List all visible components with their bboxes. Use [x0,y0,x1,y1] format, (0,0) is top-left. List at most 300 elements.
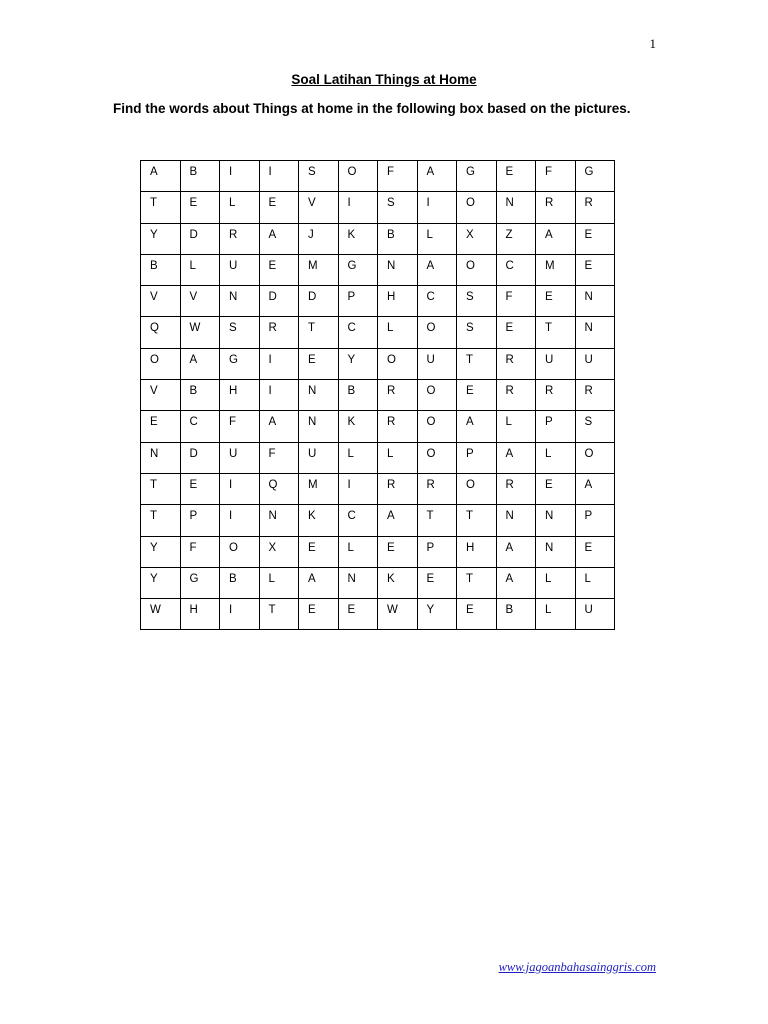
grid-letter: S [466,291,474,304]
grid-letter: H [466,541,475,554]
grid-cell[interactable] [575,411,615,442]
grid-cell[interactable] [378,192,418,223]
grid-cell[interactable] [536,567,576,598]
grid-letter: C [426,291,435,304]
grid-cell[interactable] [378,380,418,411]
grid-cell[interactable] [299,536,339,567]
grid-row [141,161,615,192]
grid-letter: H [387,291,396,304]
grid-cell[interactable] [536,286,576,317]
page-number: 1 [649,36,656,51]
grid-letter: V [308,197,316,210]
grid-cell[interactable] [378,505,418,536]
grid-letter: A [545,228,553,241]
grid-cell[interactable] [338,567,378,598]
grid-cell[interactable] [338,254,378,285]
grid-cell[interactable] [180,599,220,630]
grid-cell[interactable] [299,505,339,536]
grid-row [141,505,615,536]
grid-letter: A [466,416,474,429]
grid-letter: R [387,416,396,429]
grid-cell[interactable] [496,192,536,223]
grid-cell[interactable] [220,442,260,473]
grid-letter: S [466,322,474,335]
grid-letter: R [426,478,435,491]
grid-letter: B [189,166,198,178]
grid-cell[interactable] [496,567,536,598]
instructions-text: Find the words about Things at home in the following box based on the pictures. [113,101,631,116]
grid-cell[interactable] [417,505,457,536]
grid-cell[interactable] [338,536,378,567]
grid-cell[interactable] [220,536,260,567]
grid-letter: M [308,259,318,272]
grid-cell[interactable] [180,411,220,442]
grid-cell[interactable] [417,161,457,192]
website-link[interactable]: www.jagoanbahasainggris.com [498,960,656,974]
grid-cell[interactable] [259,567,299,598]
grid-cell[interactable] [299,567,339,598]
grid-cell[interactable] [575,567,615,598]
grid-cell[interactable] [299,411,339,442]
grid-letter: S [308,166,316,178]
grid-letter: E [466,385,474,398]
grid-cell[interactable] [180,192,220,223]
grid-cell[interactable] [457,254,497,285]
grid-letter: P [466,447,474,460]
grid-letter: T [426,510,434,523]
grid-cell[interactable] [457,286,497,317]
grid-cell[interactable] [575,442,615,473]
grid-cell[interactable] [259,442,299,473]
grid-cell[interactable] [536,161,576,192]
grid-letter: T [466,510,474,523]
grid-letter: T [308,322,316,335]
grid-cell[interactable] [378,161,418,192]
grid-cell[interactable] [496,161,536,192]
grid-cell[interactable] [338,473,378,504]
grid-cell[interactable] [575,536,615,567]
grid-letter: B [150,259,158,272]
grid-cell[interactable] [338,192,378,223]
grid-letter: A [308,572,316,585]
grid-cell[interactable] [575,286,615,317]
grid-cell[interactable] [496,348,536,379]
grid-letter: E [189,197,198,210]
grid-cell[interactable] [496,599,536,630]
grid-cell[interactable] [378,317,418,348]
grid-letter: C [347,510,356,523]
grid-cell[interactable] [457,192,497,223]
grid-cell[interactable] [457,473,497,504]
grid-row [141,317,615,348]
grid-cell[interactable] [141,411,181,442]
grid-letter: L [347,541,354,554]
grid-letter: D [268,291,277,304]
grid-cell[interactable] [575,317,615,348]
grid-letter: T [150,197,158,210]
grid-letter: A [505,447,514,460]
grid-letter: B [347,385,356,398]
grid-cell[interactable] [180,505,220,536]
grid-letter: T [150,510,158,523]
grid-cell[interactable] [299,442,339,473]
grid-letter: N [268,510,277,523]
grid-cell[interactable] [417,536,457,567]
grid-cell[interactable] [259,473,299,504]
grid-row [141,348,615,379]
grid-letter: E [189,478,198,491]
grid-cell[interactable] [575,348,615,379]
grid-letter: O [229,541,238,554]
grid-letter: A [584,478,593,491]
word-search-grid [140,160,615,630]
grid-letter: P [584,510,593,523]
grid-cell[interactable] [575,223,615,254]
grid-letter: U [229,259,238,272]
grid-cell[interactable] [259,286,299,317]
grid-letter: G [584,166,594,178]
grid-letter: R [505,353,514,366]
grid-cell[interactable] [259,505,299,536]
grid-cell[interactable] [417,442,457,473]
grid-cell[interactable] [496,505,536,536]
grid-cell[interactable] [259,411,299,442]
grid-cell[interactable] [180,348,220,379]
grid-cell[interactable] [378,254,418,285]
grid-letter: D [308,291,317,304]
grid-cell[interactable] [417,317,457,348]
grid-letter: P [426,541,435,554]
grid-cell[interactable] [536,505,576,536]
grid-cell[interactable] [259,254,299,285]
grid-cell[interactable] [378,411,418,442]
grid-cell[interactable] [141,536,181,567]
grid-letter: O [584,447,594,460]
grid-cell[interactable] [141,599,181,630]
grid-letter: E [584,228,593,241]
grid-cell[interactable] [141,286,181,317]
grid-cell[interactable] [417,473,457,504]
grid-cell[interactable] [180,223,220,254]
grid-cell[interactable] [575,192,615,223]
grid-letter: W [150,604,161,617]
grid-cell[interactable] [180,286,220,317]
grid-letter: U [308,447,317,460]
grid-letter: R [505,385,514,398]
grid-cell[interactable] [259,599,299,630]
grid-letter: T [150,478,158,491]
grid-cell[interactable] [338,161,378,192]
grid-letter: T [466,353,474,366]
grid-letter: Q [268,478,278,491]
grid-cell[interactable] [536,411,576,442]
grid-cell[interactable] [141,254,181,285]
grid-cell[interactable] [220,317,260,348]
grid-cell[interactable] [180,317,220,348]
grid-letter: R [268,322,277,335]
grid-cell[interactable] [180,473,220,504]
grid-cell[interactable] [338,223,378,254]
grid-cell[interactable] [378,599,418,630]
grid-letter: L [387,322,394,335]
grid-letter: R [545,385,554,398]
grid-cell[interactable] [180,442,220,473]
grid-letter: A [268,228,277,241]
grid-cell[interactable] [299,348,339,379]
grid-cell[interactable] [141,317,181,348]
grid-cell[interactable] [220,161,260,192]
grid-cell[interactable] [220,254,260,285]
grid-letter: R [505,478,514,491]
grid-cell[interactable] [496,380,536,411]
grid-letter: M [308,478,318,491]
grid-cell[interactable] [496,286,536,317]
grid-letter: U [545,353,554,366]
grid-letter: T [466,572,474,585]
grid-letter: R [387,478,396,491]
grid-cell[interactable] [338,286,378,317]
grid-cell[interactable] [417,599,457,630]
grid-cell[interactable] [338,442,378,473]
grid-cell[interactable] [259,317,299,348]
grid-cell[interactable] [259,536,299,567]
grid-letter: S [387,197,395,210]
grid-letter: E [545,291,553,304]
grid-letter: C [505,259,514,272]
grid-cell[interactable] [457,505,497,536]
grid-cell[interactable] [417,567,457,598]
grid-cell[interactable] [299,254,339,285]
grid-cell[interactable] [536,317,576,348]
grid-cell[interactable] [338,411,378,442]
grid-cell[interactable] [299,223,339,254]
grid-letter: D [189,447,198,460]
grid-letter: S [229,322,237,335]
grid-cell[interactable] [299,380,339,411]
grid-cell[interactable] [457,380,497,411]
grid-cell[interactable] [536,380,576,411]
grid-cell[interactable] [575,473,615,504]
grid-cell[interactable] [299,599,339,630]
grid-cell[interactable] [457,442,497,473]
grid-cell[interactable] [536,348,576,379]
grid-letter: B [387,228,395,241]
grid-cell[interactable] [457,161,497,192]
grid-cell[interactable] [536,442,576,473]
grid-cell[interactable] [180,567,220,598]
grid-letter: K [347,228,356,241]
grid-cell[interactable] [180,161,220,192]
grid-cell[interactable] [378,473,418,504]
grid-cell[interactable] [180,380,220,411]
grid-cell[interactable] [575,161,615,192]
grid-cell[interactable] [338,348,378,379]
grid-letter: L [347,447,354,460]
grid-cell[interactable] [417,286,457,317]
grid-cell[interactable] [141,505,181,536]
grid-cell[interactable] [220,192,260,223]
grid-cell[interactable] [457,599,497,630]
grid-letter: G [347,259,357,272]
grid-cell[interactable] [220,348,260,379]
grid-letter: V [150,385,158,398]
grid-cell[interactable] [338,599,378,630]
grid-cell[interactable] [378,348,418,379]
grid-letter: W [387,604,398,617]
grid-letter: E [584,541,593,554]
grid-letter: L [545,572,552,585]
grid-cell[interactable] [338,505,378,536]
grid-letter: U [426,353,435,366]
grid-letter: R [387,385,396,398]
grid-letter: A [426,259,435,272]
grid-letter: Q [150,322,159,335]
grid-cell[interactable] [141,348,181,379]
grid-cell[interactable] [536,599,576,630]
grid-letter: A [268,416,277,429]
grid-letter: O [426,447,436,460]
grid-row [141,286,615,317]
grid-cell[interactable] [141,567,181,598]
grid-letter: H [229,385,238,398]
grid-letter: N [545,510,554,523]
grid-cell[interactable] [496,223,536,254]
grid-cell[interactable] [299,286,339,317]
grid-cell[interactable] [299,161,339,192]
grid-letter: L [229,197,236,210]
grid-cell[interactable] [378,567,418,598]
grid-letter: B [229,572,237,585]
grid-letter: E [308,353,316,366]
grid-letter: N [387,259,396,272]
grid-cell[interactable] [417,411,457,442]
grid-letter: R [545,197,554,210]
grid-cell[interactable] [575,254,615,285]
grid-letter: D [189,228,198,241]
grid-letter: E [545,478,553,491]
grid-cell[interactable] [496,411,536,442]
grid-cell[interactable] [536,223,576,254]
grid-cell[interactable] [141,442,181,473]
grid-letter: N [150,447,159,460]
grid-letter: N [505,510,514,523]
grid-cell[interactable] [220,223,260,254]
grid-cell[interactable] [457,567,497,598]
grid-cell[interactable] [141,192,181,223]
grid-cell[interactable] [575,599,615,630]
grid-letter: W [189,322,201,335]
grid-cell[interactable] [575,380,615,411]
grid-cell[interactable] [338,317,378,348]
grid-cell[interactable] [496,442,536,473]
grid-cell[interactable] [220,505,260,536]
grid-cell[interactable] [299,317,339,348]
grid-cell[interactable] [378,223,418,254]
grid-letter: A [505,572,514,585]
grid-cell[interactable] [536,473,576,504]
grid-cell[interactable] [338,380,378,411]
grid-cell[interactable] [417,192,457,223]
grid-cell[interactable] [141,161,181,192]
grid-letter: I [229,166,233,178]
grid-letter: V [150,291,158,304]
grid-row [141,380,615,411]
grid-cell[interactable] [220,380,260,411]
grid-cell[interactable] [378,286,418,317]
grid-cell[interactable] [457,348,497,379]
grid-letter: K [387,572,395,585]
grid-letter: I [347,478,351,491]
grid-cell[interactable] [141,380,181,411]
grid-cell[interactable] [259,348,299,379]
grid-cell[interactable] [496,473,536,504]
grid-cell[interactable] [378,442,418,473]
grid-letter: O [347,166,357,178]
grid-letter: E [150,416,158,429]
grid-cell[interactable] [457,411,497,442]
grid-cell[interactable] [220,567,260,598]
grid-letter: P [347,291,356,304]
grid-cell[interactable] [457,536,497,567]
grid-letter: I [229,604,233,617]
grid-cell[interactable] [536,254,576,285]
grid-letter: E [505,322,514,335]
grid-cell[interactable] [536,192,576,223]
grid-cell[interactable] [457,317,497,348]
grid-cell[interactable] [141,473,181,504]
grid-cell[interactable] [220,599,260,630]
grid-cell[interactable] [180,536,220,567]
grid-cell[interactable] [457,223,497,254]
grid-letter: I [426,197,430,210]
grid-cell[interactable] [220,473,260,504]
grid-letter: R [584,197,593,210]
grid-cell[interactable] [417,348,457,379]
grid-row [141,442,615,473]
grid-cell[interactable] [417,380,457,411]
grid-cell[interactable] [417,223,457,254]
grid-letter: L [268,572,275,585]
grid-cell[interactable] [536,536,576,567]
grid-letter: B [189,385,198,398]
grid-row [141,411,615,442]
grid-letter: K [347,416,356,429]
grid-cell[interactable] [378,536,418,567]
grid-cell[interactable] [220,411,260,442]
grid-cell[interactable] [259,223,299,254]
grid-cell[interactable] [299,473,339,504]
grid-letter: T [268,604,276,617]
grid-cell[interactable] [496,317,536,348]
grid-letter: E [584,259,593,272]
grid-cell[interactable] [141,223,181,254]
grid-cell[interactable] [496,254,536,285]
grid-letter: S [584,416,593,429]
grid-cell[interactable] [575,505,615,536]
grid-cell[interactable] [220,286,260,317]
grid-cell[interactable] [180,254,220,285]
grid-cell[interactable] [299,192,339,223]
grid-letter: E [268,197,277,210]
grid-cell[interactable] [259,161,299,192]
grid-cell[interactable] [417,254,457,285]
grid-cell[interactable] [496,536,536,567]
grid-letter: H [189,604,198,617]
grid-letter: O [387,353,396,366]
grid-cell[interactable] [259,192,299,223]
grid-letter: O [426,416,436,429]
grid-cell[interactable] [259,380,299,411]
